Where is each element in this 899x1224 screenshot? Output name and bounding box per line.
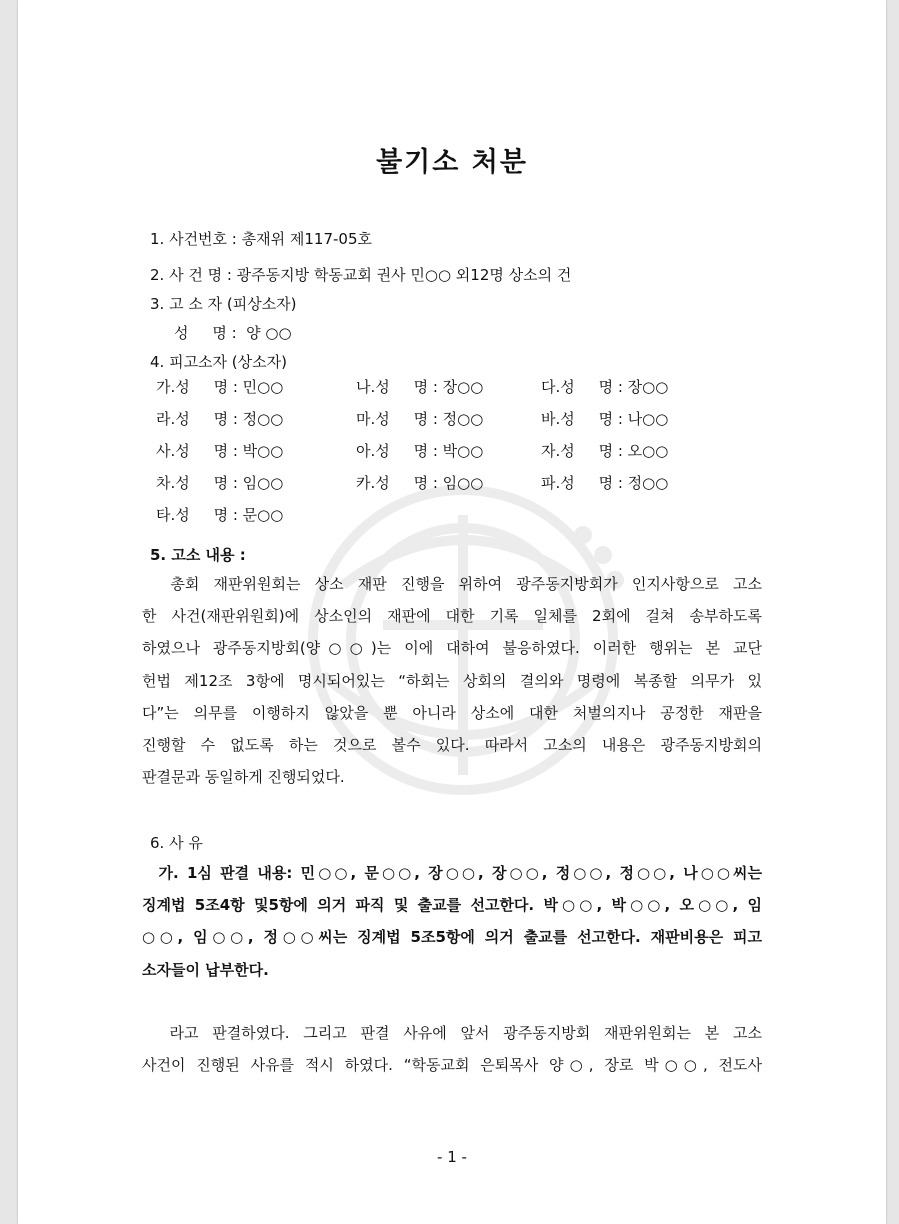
paragraph-line: 다”는 의무를 이행하지 않았을 뿐 아니라 상소에 대한 처벌의지나 공정한 재판을 bbox=[142, 703, 762, 722]
defendant-entry: 타.성 명 : 문○○ bbox=[156, 506, 284, 524]
defendant-entry: 자.성 명 : 오○○ bbox=[541, 442, 669, 460]
section-6-heading: 6. 사 유 bbox=[150, 834, 203, 852]
document-title: 불기소 처분 bbox=[376, 147, 528, 178]
defendant-entry: 사.성 명 : 박○○ bbox=[156, 442, 284, 460]
accuser-name: 성 명 : 양 ○○ bbox=[174, 324, 292, 342]
defendant-entry: 가.성 명 : 민○○ bbox=[156, 378, 284, 396]
defendant-entry: 차.성 명 : 임○○ bbox=[156, 474, 284, 492]
defendant-entry: 다.성 명 : 장○○ bbox=[541, 378, 669, 396]
defendant-entry: 라.성 명 : 정○○ bbox=[156, 410, 284, 428]
defendant-entry: 아.성 명 : 박○○ bbox=[356, 442, 484, 460]
paragraph-line: 가. 1심 판결 내용: 민○○, 문○○, 장○○, 장○○, 정○○, 정○○, 나○○씨는 bbox=[142, 864, 762, 882]
paragraph-line: 헌법 제12조 3항에 명시되어있는 “하회는 상회의 결의와 명령에 복종할 의무가 있 bbox=[142, 671, 762, 690]
paragraph-line: 총회 재판위원회는 상소 재판 진행을 위하여 광주동지방회가 인지사항으로 고소 bbox=[142, 575, 762, 593]
paragraph-line: 진행할 수 없도록 하는 것으로 볼수 있다. 따라서 고소의 내용은 광주동지방회의 bbox=[142, 736, 762, 755]
paragraph-line: 라고 판결하였다. 그리고 판결 사유에 앞서 광주동지방회 재판위원회는 본 고소 bbox=[142, 1024, 762, 1042]
case-number: 1. 사건번호 : 총재위 제117-05호 bbox=[150, 230, 372, 248]
defendant-entry: 바.성 명 : 나○○ bbox=[541, 410, 669, 428]
paragraph-line: 판결문과 동일하게 진행되었다. bbox=[142, 768, 345, 787]
case-name: 2. 사 건 명 : 광주동지방 학동교회 권사 민○○ 외12명 상소의 건 bbox=[150, 266, 572, 284]
defendant-entry: 파.성 명 : 정○○ bbox=[541, 474, 669, 492]
paragraph-line: ○○, 임○○, 정○○씨는 징계법 5조5항에 의거 출교를 선고한다. 재판비용은 피고 bbox=[142, 928, 762, 947]
accuser-heading: 3. 고 소 자 (피상소자) bbox=[150, 295, 297, 313]
paragraph-line: 한 사건(재판위원회)에 상소인의 재판에 대한 기록 일체를 2회에 걸쳐 송부하도록 bbox=[142, 607, 762, 626]
section-6-verdict bbox=[142, 857, 762, 986]
defendant-entry: 카.성 명 : 임○○ bbox=[356, 474, 484, 492]
page-number: - 1 - bbox=[437, 1148, 467, 1166]
paragraph-line: 사건이 진행된 사유를 적시 하였다. “학동교회 은퇴목사 양○, 장로 박○○, 전도사 bbox=[142, 1056, 762, 1075]
defendant-entry: 마.성 명 : 정○○ bbox=[356, 410, 484, 428]
section-5-heading: 5. 고소 내용 : bbox=[150, 546, 246, 564]
defendant-entry: 나.성 명 : 장○○ bbox=[356, 378, 484, 396]
paragraph-line: 하였으나 광주동지방회(양○○)는 이에 대하여 불응하였다. 이러한 행위는 본 교단 bbox=[142, 639, 762, 658]
section-6-body bbox=[142, 1017, 762, 1081]
defendants-heading: 4. 피고소자 (상소자) bbox=[150, 353, 287, 371]
section-5-body bbox=[142, 568, 762, 793]
paragraph-line: 징계법 5조4항 및5항에 의거 파직 및 출교를 선고한다. 박○○, 박○○, 오○○, 임 bbox=[142, 896, 762, 915]
paragraph-line: 소자들이 납부한다. bbox=[142, 960, 269, 979]
document-page bbox=[18, 0, 886, 1224]
